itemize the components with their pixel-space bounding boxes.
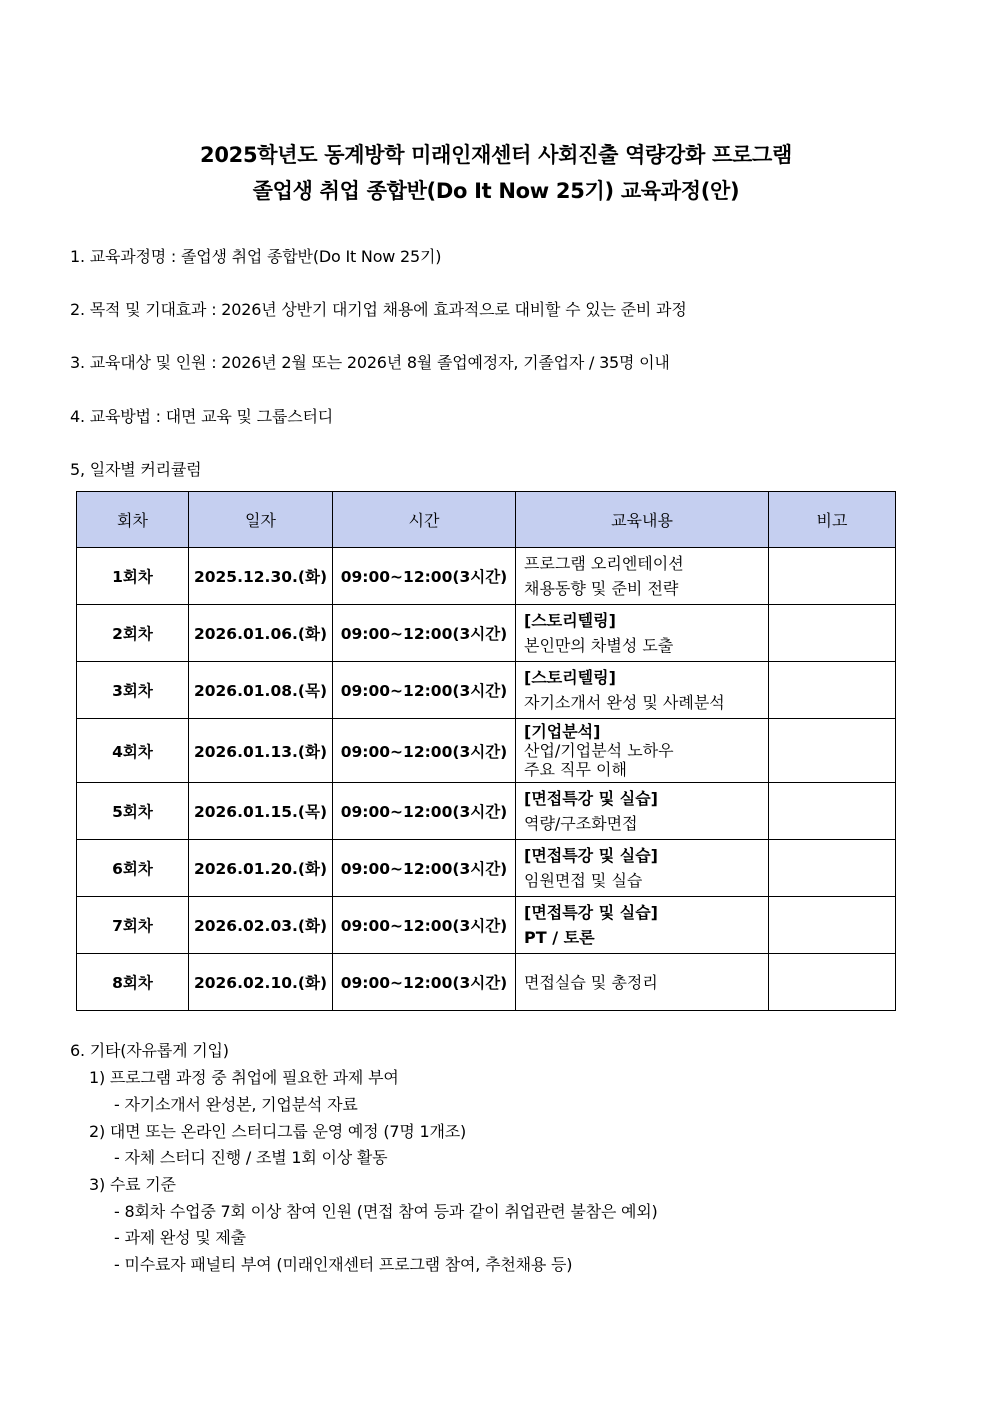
curriculum-table	[76, 491, 896, 1011]
etc-line: - 자기소개서 완성본, 기업분석 자료	[114, 1095, 358, 1114]
cell-date: 2026.01.08.(목)	[189, 662, 333, 719]
cell-session: 1회차	[77, 548, 189, 605]
cell-time: 09:00~12:00(3시간)	[333, 548, 516, 605]
cell-time: 09:00~12:00(3시간)	[333, 662, 516, 719]
cell-session: 7회차	[77, 897, 189, 954]
header-time: 시간	[333, 492, 516, 548]
cell-note	[769, 897, 896, 954]
etc-line: - 과제 완성 및 제출	[114, 1228, 246, 1247]
cell-time: 09:00~12:00(3시간)	[333, 719, 516, 783]
table-header-row	[77, 492, 896, 548]
header-session: 회차	[77, 492, 189, 548]
etc-heading: 6. 기타(자유롭게 기입)	[70, 1041, 229, 1060]
item-method: 4. 교육방법 : 대면 교육 및 그룹스터디	[70, 407, 333, 426]
cell-time: 09:00~12:00(3시간)	[333, 954, 516, 1011]
cell-date: 2026.01.06.(화)	[189, 605, 333, 662]
cell-time: 09:00~12:00(3시간)	[333, 897, 516, 954]
item-course-name: 1. 교육과정명 : 졸업생 취업 종합반(Do It Now 25기)	[70, 247, 442, 266]
etc-line: 2) 대면 또는 온라인 스터디그룹 운영 예정 (7명 1개조)	[89, 1122, 467, 1141]
table-row	[77, 605, 896, 662]
content-line: 면접실습 및 총정리	[524, 972, 658, 992]
table-row	[77, 548, 896, 605]
content-line: [스토리텔링]	[524, 611, 616, 630]
table-row	[77, 783, 896, 840]
content-line: 프로그램 오리엔테이션	[524, 554, 684, 573]
content-line: [기업분석]	[524, 722, 601, 741]
cell-time: 09:00~12:00(3시간)	[333, 840, 516, 897]
cell-content	[516, 548, 769, 605]
table-row	[77, 719, 896, 783]
content-line: 자기소개서 완성 및 사례분석	[524, 693, 725, 712]
cell-note	[769, 954, 896, 1011]
item-target: 3. 교육대상 및 인원 : 2026년 2월 또는 2026년 8월 졸업예정자, 기졸업자 / 35명 이내	[70, 353, 670, 372]
header-note: 비고	[769, 492, 896, 548]
table-row	[77, 840, 896, 897]
header-date: 일자	[189, 492, 333, 548]
content-line: 역량/구조화면접	[524, 814, 638, 833]
content-line: 산업/기업분석 노하우	[524, 741, 674, 760]
cell-content	[516, 662, 769, 719]
cell-session: 8회차	[77, 954, 189, 1011]
cell-note	[769, 783, 896, 840]
cell-date: 2026.02.10.(화)	[189, 954, 333, 1011]
item-curriculum-heading: 5, 일자별 커리큘럼	[70, 460, 202, 479]
cell-content	[516, 840, 769, 897]
cell-date: 2026.01.13.(화)	[189, 719, 333, 783]
document-title-line1: 2025학년도 동계방학 미래인재센터 사회진출 역량강화 프로그램	[200, 143, 792, 167]
content-line: 임원면접 및 실습	[524, 871, 643, 890]
content-line: 채용동향 및 준비 전략	[524, 579, 679, 598]
content-line: PT / 토론	[524, 928, 595, 947]
cell-note	[769, 719, 896, 783]
content-line: [면접특강 및 실습]	[524, 789, 658, 808]
table-row	[77, 954, 896, 1011]
cell-date: 2026.01.15.(목)	[189, 783, 333, 840]
cell-time: 09:00~12:00(3시간)	[333, 783, 516, 840]
etc-line: - 미수료자 패널티 부여 (미래인재센터 프로그램 참여, 추천채용 등)	[114, 1255, 573, 1274]
cell-session: 3회차	[77, 662, 189, 719]
content-line: [스토리텔링]	[524, 668, 616, 687]
content-line: 주요 직무 이해	[524, 760, 627, 779]
header-content: 교육내용	[516, 492, 769, 548]
cell-date: 2025.12.30.(화)	[189, 548, 333, 605]
content-line: 본인만의 차별성 도출	[524, 636, 674, 655]
cell-session: 4회차	[77, 719, 189, 783]
cell-session: 6회차	[77, 840, 189, 897]
document-title-line2: 졸업생 취업 종합반(Do It Now 25기) 교육과정(안)	[252, 179, 740, 203]
cell-note	[769, 662, 896, 719]
cell-time: 09:00~12:00(3시간)	[333, 605, 516, 662]
etc-line: - 자체 스터디 진행 / 조별 1회 이상 활동	[114, 1148, 388, 1167]
item-purpose: 2. 목적 및 기대효과 : 2026년 상반기 대기업 채용에 효과적으로 대비할 수 있는 준비 과정	[70, 300, 687, 319]
content-line: [면접특강 및 실습]	[524, 903, 658, 922]
etc-line: 1) 프로그램 과정 중 취업에 필요한 과제 부여	[89, 1068, 399, 1087]
cell-content	[516, 783, 769, 840]
cell-session: 5회차	[77, 783, 189, 840]
cell-session: 2회차	[77, 605, 189, 662]
cell-content	[516, 954, 769, 1011]
cell-note	[769, 605, 896, 662]
content-line: [면접특강 및 실습]	[524, 846, 658, 865]
cell-note	[769, 840, 896, 897]
cell-content	[516, 605, 769, 662]
cell-date: 2026.02.03.(화)	[189, 897, 333, 954]
cell-content	[516, 897, 769, 954]
etc-line: 3) 수료 기준	[89, 1175, 176, 1194]
table-row	[77, 897, 896, 954]
etc-line: - 8회차 수업중 7회 이상 참여 인원 (면접 참여 등과 같이 취업관련 불참은 예외)	[114, 1202, 658, 1221]
table-row	[77, 662, 896, 719]
cell-content	[516, 719, 769, 783]
cell-note	[769, 548, 896, 605]
cell-date: 2026.01.20.(화)	[189, 840, 333, 897]
